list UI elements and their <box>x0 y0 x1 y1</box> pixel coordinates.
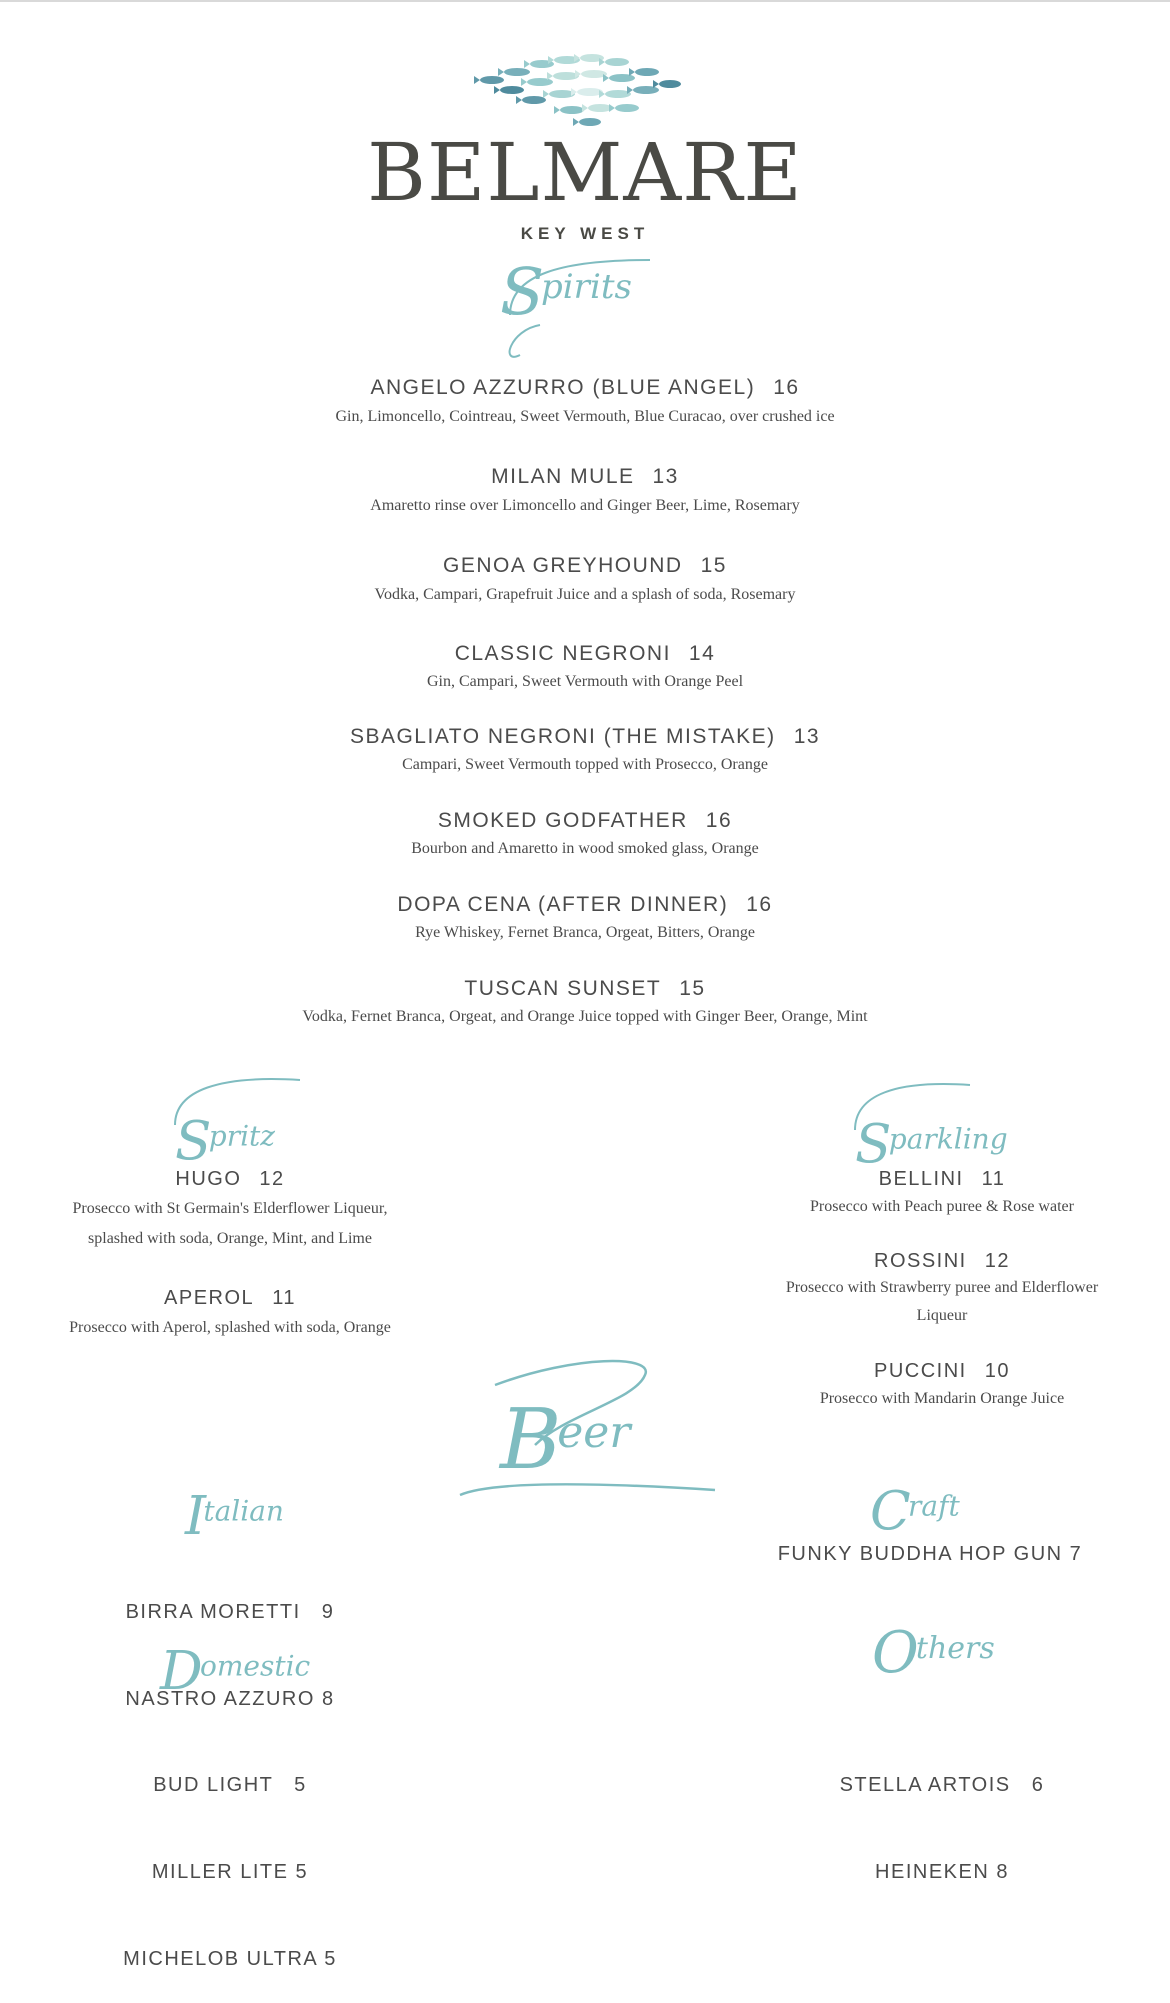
sparkling-item-price: 11 <box>981 1168 1006 1190</box>
sparkling-item-price: 12 <box>984 1250 1010 1272</box>
beer-flourish-icon <box>455 1355 725 1505</box>
spritz-flourish-icon <box>170 1075 310 1165</box>
domestic-heading-initial: D <box>160 1640 203 1702</box>
domestic-heading <box>160 1640 310 1702</box>
spirit-item-price: 15 <box>700 554 727 577</box>
spritz-item-desc: Prosecco with St Germain's Elderflower Liqueur, splashed with soda, Orange, Mint, and Lime <box>72 1200 388 1247</box>
spirit-item-name: TUSCAN SUNSET 15 <box>464 977 706 1000</box>
top-divider <box>0 0 1170 2</box>
spirit-item-name: DOPA CENA (AFTER DINNER) 16 <box>397 893 773 916</box>
domestic-beer-list <box>30 1713 430 2003</box>
spirit-item-desc: Vodka, Campari, Grapefruit Juice and a splash of soda, Rosemary <box>374 586 796 603</box>
others-heading <box>872 1620 995 1686</box>
spirit-item-name: ANGELO AZZURRO (BLUE ANGEL) 16 <box>370 376 800 399</box>
craft-heading-rest: raft <box>908 1489 960 1523</box>
brand-name: BELMARE <box>367 126 803 219</box>
spritz-item-desc: Prosecco with Aperol, splashed with soda, Orange <box>69 1319 391 1336</box>
beer-heading-initial: B <box>500 1390 562 1488</box>
spirit-item-price: 13 <box>652 465 679 488</box>
spirit-item-name: SBAGLIATO NEGRONI (THE MISTAKE) 13 <box>349 725 821 748</box>
spritz-heading-initial: S <box>175 1110 212 1172</box>
spirit-item-price: 16 <box>746 893 773 916</box>
beer-item: NASTRO AZZURO 8 <box>125 1688 335 1710</box>
spirit-item-name: SMOKED GODFATHER 16 <box>437 809 733 832</box>
sparkling-item-desc: Prosecco with Peach puree & Rose water <box>810 1198 1074 1215</box>
spirit-item-price: 14 <box>688 642 716 665</box>
others-heading-initial: O <box>872 1620 919 1686</box>
spirit-item-desc: Vodka, Fernet Branca, Orgeat, and Orange Juice topped with Ginger Beer, Orange, Mint <box>302 1008 868 1025</box>
italian-heading-rest: talian <box>203 1494 284 1528</box>
others-beer-list <box>742 1713 1142 1916</box>
beer-item: BUD LIGHT 5 <box>153 1774 307 1796</box>
craft-heading-initial: C <box>870 1480 911 1542</box>
spritz-item-name: APEROL 11 <box>164 1287 296 1309</box>
sparkling-item-name: ROSSINI 12 <box>874 1250 1010 1272</box>
craft-beer-list <box>730 1540 1130 1569</box>
craft-heading <box>870 1480 960 1542</box>
spirit-item-name: CLASSIC NEGRONI 14 <box>454 642 716 665</box>
others-heading-rest: thers <box>915 1630 995 1666</box>
spirit-item-desc: Gin, Campari, Sweet Vermouth with Orange Peel <box>426 673 744 690</box>
beer-item: BIRRA MORETTI 9 <box>125 1601 335 1623</box>
spirit-item-price: 15 <box>679 977 706 1000</box>
sparkling-flourish-icon <box>850 1080 980 1170</box>
spritz-item-price: 11 <box>272 1287 296 1309</box>
italian-heading <box>185 1485 284 1547</box>
italian-heading-initial: I <box>185 1485 207 1547</box>
sparkling-item-name: PUCCINI 10 <box>874 1360 1010 1382</box>
spirit-item-desc: Amaretto rinse over Limoncello and Ginger Beer, Lime, Rosemary <box>370 497 800 514</box>
brand-location: KEY WEST <box>520 224 650 243</box>
sparkling-item-desc: Prosecco with Strawberry puree and Elderflower Liqueur <box>785 1279 1099 1324</box>
beer-item: STELLA ARTOIS 6 <box>839 1774 1045 1796</box>
beer-item: HEINEKEN 8 <box>875 1861 1009 1883</box>
spirit-item-desc: Rye Whiskey, Fernet Branca, Orgeat, Bitters, Orange <box>415 924 755 941</box>
spirits-heading-initial: S <box>500 255 545 330</box>
sparkling-heading-rest: parkling <box>888 1122 1008 1156</box>
spirit-item-price: 16 <box>773 376 800 399</box>
spirits-heading-rest: pirits <box>541 266 632 307</box>
beer-item: MILLER LITE 5 <box>151 1861 309 1883</box>
spritz-item-name: HUGO 12 <box>175 1168 285 1190</box>
spirit-item-desc: Campari, Sweet Vermouth topped with Prosecco, Orange <box>402 756 768 773</box>
spirit-item-desc: Gin, Limoncello, Cointreau, Sweet Vermouth, Blue Curacao, over crushed ice <box>335 408 835 425</box>
beer-heading-rest: eer <box>557 1407 631 1459</box>
sparkling-item-desc: Prosecco with Mandarin Orange Juice <box>819 1390 1065 1407</box>
spritz-item-price: 12 <box>259 1168 285 1190</box>
spirit-item-name: GENOA GREYHOUND 15 <box>443 554 727 577</box>
spirit-item-desc: Bourbon and Amaretto in wood smoked glass, Orange <box>411 840 759 857</box>
spritz-heading-rest: pritz <box>208 1119 276 1153</box>
spirit-item-price: 13 <box>793 725 821 748</box>
sparkling-item-name: BELLINI 11 <box>878 1168 1006 1190</box>
spirits-flourish-icon <box>500 255 660 365</box>
spirit-item-price: 16 <box>705 809 733 832</box>
sparkling-item-price: 10 <box>984 1360 1010 1382</box>
beer-item: FUNKY BUDDHA HOP GUN 7 <box>777 1543 1083 1565</box>
domestic-heading-rest: omestic <box>200 1649 311 1683</box>
sparkling-heading-initial: S <box>855 1113 892 1175</box>
spirit-item-name: MILAN MULE 13 <box>491 465 679 488</box>
beer-item: MICHELOB ULTRA 5 <box>123 1948 337 1970</box>
